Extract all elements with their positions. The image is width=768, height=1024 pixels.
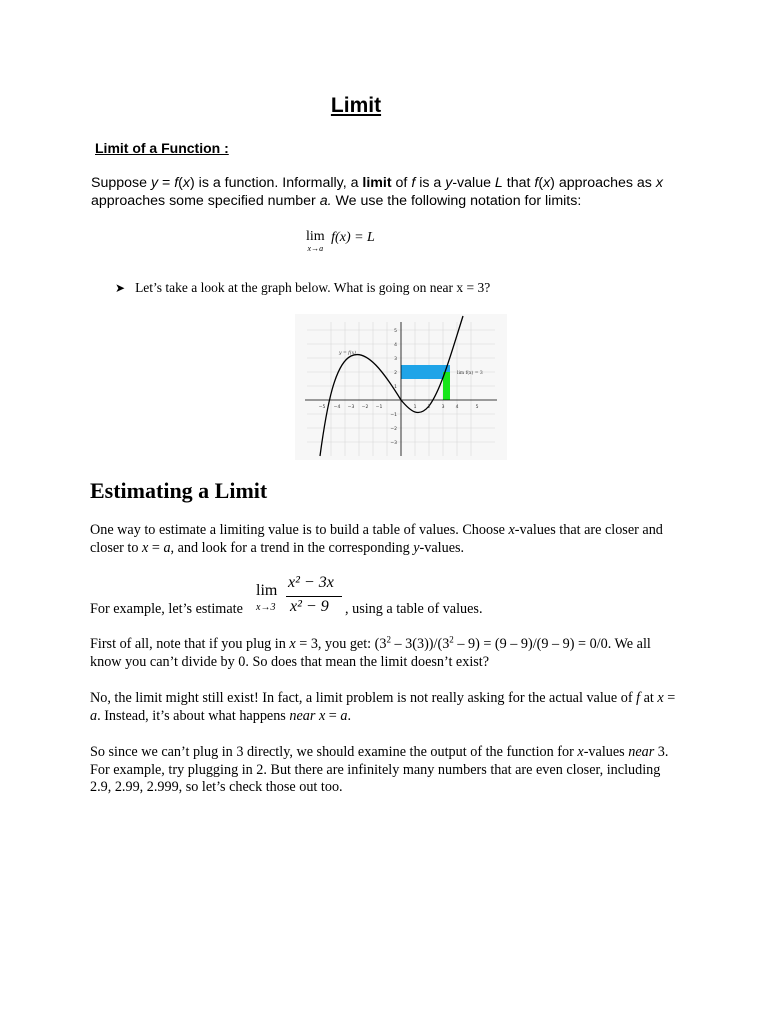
y-tick-label: 2 [394,371,397,376]
y-tick-label: 1 [394,385,397,390]
x-tick-label: 5 [475,405,479,410]
section-heading: Estimating a Limit [90,478,268,503]
intro-paragraph: Suppose y = f(x) is a function. Informally, a limit of f is a y-value L that f(x) approaches as x approaches some specified number a. We use the following notation for limits: [91,175,663,209]
formula-body: f(x) = L [331,230,375,245]
x-tick-label: −5 [318,405,326,410]
example-text-before: For example, let’s estimate [90,601,243,617]
y-tick-label: −3 [390,441,397,446]
x-tick-label: −3 [347,405,355,410]
example-lim-subscript: x→3 [256,602,276,613]
x-tick-label: −1 [375,405,383,410]
example-text-after: , using a table of values. [345,601,483,617]
limit-notation-formula [306,230,375,253]
fraction-bar [286,596,342,597]
page-title: Limit [330,94,382,117]
y-tick-label: 3 [394,357,397,362]
lim-subscript: x→a [307,244,324,253]
y-tick-label: −1 [390,413,397,418]
fraction-numerator: x² − 3x [288,574,334,591]
x-tick-label: 3 [441,405,445,410]
y-tick-label: −2 [390,427,397,432]
bullet-text: Let’s take a look at the graph below. What is going on near x = 3? [135,280,491,295]
x-tick-label: 1 [413,405,417,410]
fraction-denominator: x² − 9 [290,598,329,615]
x-tick-label: 4 [455,405,459,410]
example-paragraph [90,574,690,622]
x-tick-label: −4 [333,405,341,410]
x-tick-label: 2 [427,405,431,410]
arrow-bullet-icon: ➤ [115,281,126,295]
paragraph: One way to estimate a limiting value is to build a table of values. Choose x-values that are closer and closer to x = a, and look for a trend in the corresponding y-values. [90,522,663,556]
paragraph: No, the limit might still exist! In fact, a limit problem is not really asking for the actual value of f at x = a. Instead, it’s about what happens near x = a. [90,690,676,724]
lim-operator: lim [306,229,325,244]
y-tick-label: 4 [394,343,397,348]
example-lim-operator: lim [256,582,278,599]
y-tick-label: 5 [394,329,397,334]
bullet-item [115,280,490,296]
x-tick-label: −2 [361,405,369,410]
paragraph: First of all, note that if you plug in x = 3, you get: $(3^2 - 3(3))/(3^2 - 9) = (9 - 9)/(9 - 9) = 0/0$. We all know you can’t divide by 0. So does that mean the limit doesn’t exist? [90,634,651,670]
section-subtitle: Limit of a Function : [95,140,229,156]
paragraph: So since we can’t plug in 3 directly, we should examine the output of the function for x-values near 3. For example, try plugging in 2. But there are infinitely many numbers that are even closer, including 2.9, 2.99, 2.999, so let’s check those out too. [90,744,669,795]
curve-label: y = f(x) [339,351,356,356]
function-graph [295,314,507,460]
limit-label: lim f(x) = 3 [457,371,483,376]
